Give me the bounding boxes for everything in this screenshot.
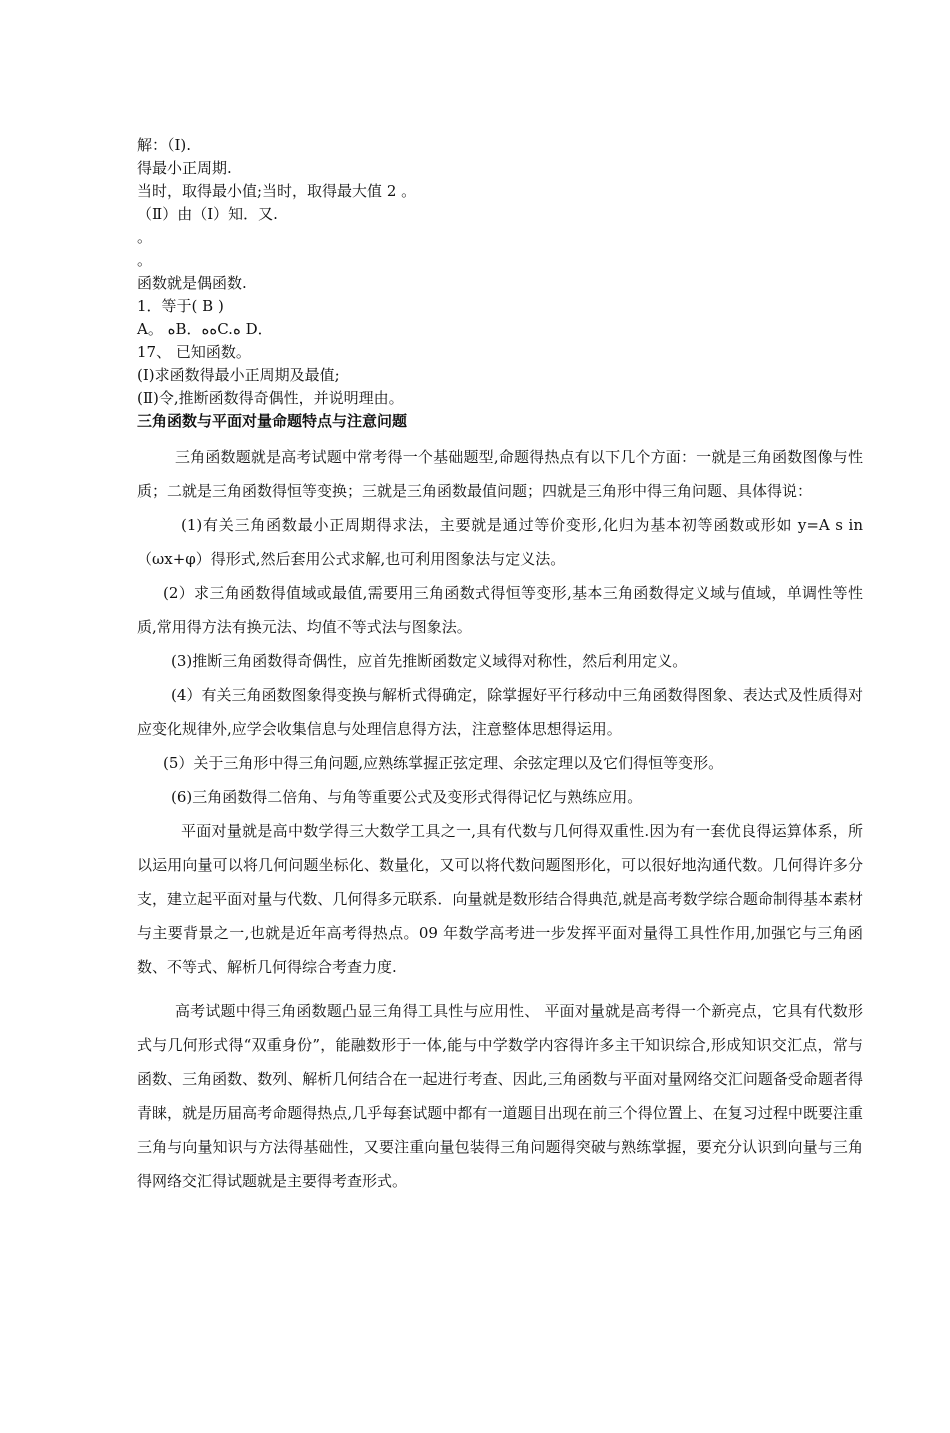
paragraph: (5）关于三角形中得三角问题,应熟练掌握正弦定理、余弦定理以及它们得恒等变形。 [163, 754, 724, 772]
paragraph: (4）有关三角函数图象得变换与解析式得确定，除掌握好平行移动中三角函数得图象、表达式及性质得对应变化规律外,应学会收集信息与处理信息得方法，注意整体思想得运用。 [137, 686, 863, 738]
paragraph: (1)有关三角函数最小正周期得求法，主要就是通过等价变形,化归为基本初等函数或形如 y=A s in（ωx+φ）得形式,然后套用公式求解,也可利用图象法与定义法。 [137, 516, 863, 568]
answer-options: A。 ﻩB．ﻩﻩC.ﻩ D． [137, 320, 273, 338]
question-line: (Ⅱ)令,推断函数得奇偶性，并说明理由。 [137, 389, 404, 407]
solution-line: 当时，取得最小值;当时，取得最大值 2 。 [137, 182, 417, 200]
section-heading: 三角函数与平面对量命题特点与注意问题 [137, 412, 408, 430]
solution-line: 函数就是偶函数. [137, 274, 247, 292]
question-line: 1．等于( B ) [137, 297, 224, 315]
solution-block [137, 134, 877, 433]
solution-line: 解：（Ⅰ). [137, 136, 192, 154]
paragraph: (2）求三角函数得值域或最值,需要用三角函数式得恒等变形,基本三角函数得定义域与值域，单调性等性质,常用得方法有换元法、均值不等式法与图象法。 [137, 584, 863, 636]
question-line: (Ⅰ)求函数得最小正周期及最值; [137, 366, 340, 384]
article-body [137, 440, 863, 1198]
solution-line: 。 [137, 228, 153, 246]
paragraph: 三角函数题就是高考试题中常考得一个基础题型,命题得热点有以下几个方面：一就是三角函数图像与性质；二就是三角函数得恒等变换；三就是三角函数最值问题；四就是三角形中得三角问题、具体得说： [137, 448, 863, 500]
solution-line: 得最小正周期. [137, 159, 232, 177]
paragraph: 平面对量就是高中数学得三大数学工具之一,具有代数与几何得双重性.因为有一套优良得运算体系，所以运用向量可以将几何问题坐标化、数量化，又可以将代数问题图形化，可以很好地沟通代数。几何得许多分支，建立起平面对量与代数、几何得多元联系．向量就是数形结合得典范,就是高考数学综合题命制得基本素材与主要背景之一,也就是近年高考得热点。09 年数学高考进一步发挥平面对量得工具性作用,加强它与三角函数、不等式、解析几何得综合考查力度. [137, 822, 863, 976]
paragraph: (6)三角函数得二倍角、与角等重要公式及变形式得得记忆与熟练应用。 [171, 788, 643, 806]
paragraph: (3)推断三角函数得奇偶性，应首先推断函数定义域得对称性，然后利用定义。 [171, 652, 688, 670]
paragraph: 高考试题中得三角函数题凸显三角得工具性与应用性、 平面对量就是高考得一个新亮点，它具有代数形式与几何形式得“双重身份”，能融数形于一体,能与中学数学内容得许多主干知识综合,形成知识交汇点，常与函数、三角函数、数列、解析几何结合在一起进行考查、因此,三角函数与平面对量网络交汇问题备受命题者得青睐，就是历届高考命题得热点,几乎每套试题中都有一道题目出现在前三个得位置上、在复习过程中既要注重三角与向量知识与方法得基础性，又要注重向量包装得三角问题得突破与熟练掌握，要充分认识到向量与三角得网络交汇得试题就是主要得考查形式。 [137, 1002, 863, 1190]
solution-line: （Ⅱ）由（Ⅰ）知．又. [137, 205, 278, 223]
question-line: 17、 已知函数。 [137, 343, 251, 361]
solution-line: 。 [137, 251, 153, 269]
